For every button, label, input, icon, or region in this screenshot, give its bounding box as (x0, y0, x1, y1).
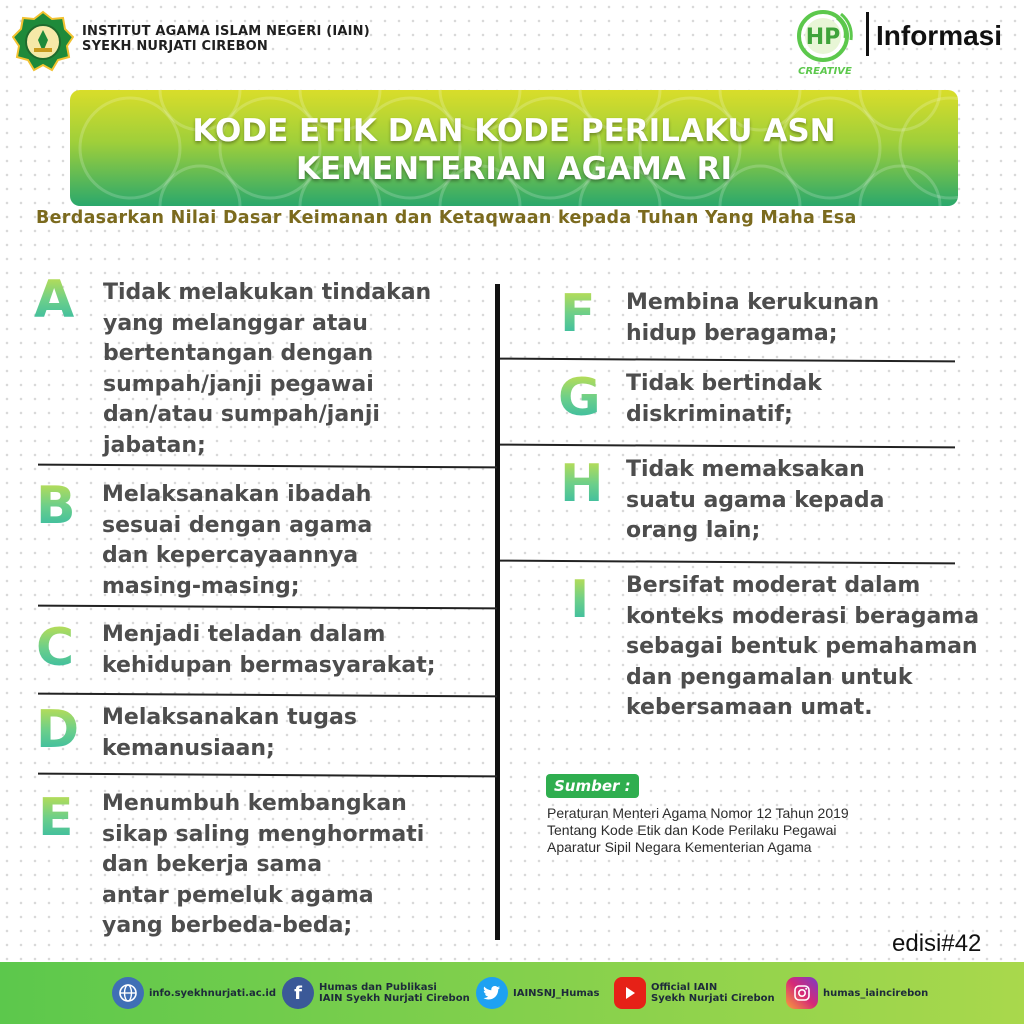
row-divider (500, 444, 955, 449)
institution-name (82, 24, 370, 54)
item-text-i: Bersifat moderat dalam konteks moderasi beragama sebagai bentuk pemahaman dan pengamalan untuk kebersamaan umat. (626, 573, 980, 720)
item-letter-e: E (38, 788, 74, 848)
youtube-label: Official IAIN Syekh Nurjati Cirebon (651, 982, 775, 1004)
column-divider (495, 284, 500, 940)
title-line2: KEMENTERIAN AGAMA RI (295, 151, 733, 187)
item-text-f: Membina kerukunan hidup beragama; (626, 290, 880, 346)
footer-bar (0, 962, 1024, 1024)
row-divider (500, 560, 955, 565)
item-text-b: Melaksanakan ibadah sesuai dengan agama dan kepercayaannya masing-masing; (102, 482, 373, 599)
instagram-label: humas_iaincirebon (823, 987, 929, 999)
facebook-icon: f (282, 977, 314, 1009)
row-divider (38, 693, 497, 698)
footer-facebook[interactable] (282, 976, 470, 1010)
item-text-a: Tidak melakukan tindakan yang melanggar atau bertentangan dengan sumpah/janji pegawai dan/atau sumpah/janji jabatan; (103, 280, 432, 458)
title-banner (70, 90, 958, 206)
institution-line2: SYEKH NURJATI CIREBON (82, 39, 269, 54)
item-text-c: Menjadi teladan dalam kehidupan bermasyarakat; (102, 622, 436, 678)
source-label: Sumber : (546, 774, 639, 798)
header-divider (866, 12, 869, 56)
item-letter-h: H (560, 454, 604, 514)
item-text-d: Melaksanakan tugas kemanusiaan; (102, 705, 357, 761)
source-text: Peraturan Menteri Agama Nomor 12 Tahun 2019 Tentang Kode Etik dan Kode Perilaku Pegawai Aparatur Sipil Negara Kementerian Agama (547, 805, 849, 855)
edition-number: edisi#42 (892, 930, 982, 957)
twitter-label: IAINSNJ_Humas (513, 987, 600, 999)
item-letter-i: I (570, 570, 590, 630)
item-letter-d: D (36, 700, 80, 760)
instagram-icon (786, 977, 818, 1009)
row-divider (38, 605, 497, 610)
hp-logo-text: HP (805, 25, 841, 50)
item-text-g: Tidak bertindak diskriminatif; (626, 371, 822, 427)
footer-youtube[interactable] (614, 976, 775, 1010)
section-label: Informasi (876, 20, 1003, 51)
twitter-icon (476, 977, 508, 1009)
footer-twitter[interactable] (476, 976, 599, 1010)
title-line1: KODE ETIK DAN KODE PERILAKU ASN (192, 113, 836, 149)
item-letter-f: F (560, 284, 596, 344)
row-divider (38, 773, 497, 778)
iain-logo (12, 10, 74, 74)
item-letter-b: B (36, 476, 76, 536)
hp-logo-caption: CREATIVE (798, 66, 852, 77)
website-label: info.syekhnurjati.ac.id (149, 987, 277, 999)
item-letter-c: C (36, 618, 75, 678)
row-divider (38, 464, 497, 469)
facebook-label: Humas dan Publikasi IAIN Syekh Nurjati Cirebon (319, 982, 470, 1004)
page-title (70, 112, 958, 188)
item-text-e: Menumbuh kembangkan sikap saling menghormati dan bekerja sama antar pemeluk agama yang berbeda-beda; (102, 791, 425, 938)
institution-line1: INSTITUT AGAMA ISLAM NEGERI (IAIN) (82, 24, 370, 39)
item-letter-g: G (558, 368, 601, 428)
row-divider (500, 358, 955, 363)
footer-website[interactable] (112, 976, 276, 1010)
footer-instagram[interactable] (786, 976, 928, 1010)
item-text-h: Tidak memaksakan suatu agama kepada orang lain; (626, 457, 885, 543)
item-letter-a: A (34, 270, 75, 330)
hp-creative-logo (795, 8, 859, 78)
youtube-icon (614, 977, 646, 1009)
globe-icon (112, 977, 144, 1009)
subtitle: Berdasarkan Nilai Dasar Keimanan dan Ketaqwaan kepada Tuhan Yang Maha Esa (36, 208, 857, 228)
